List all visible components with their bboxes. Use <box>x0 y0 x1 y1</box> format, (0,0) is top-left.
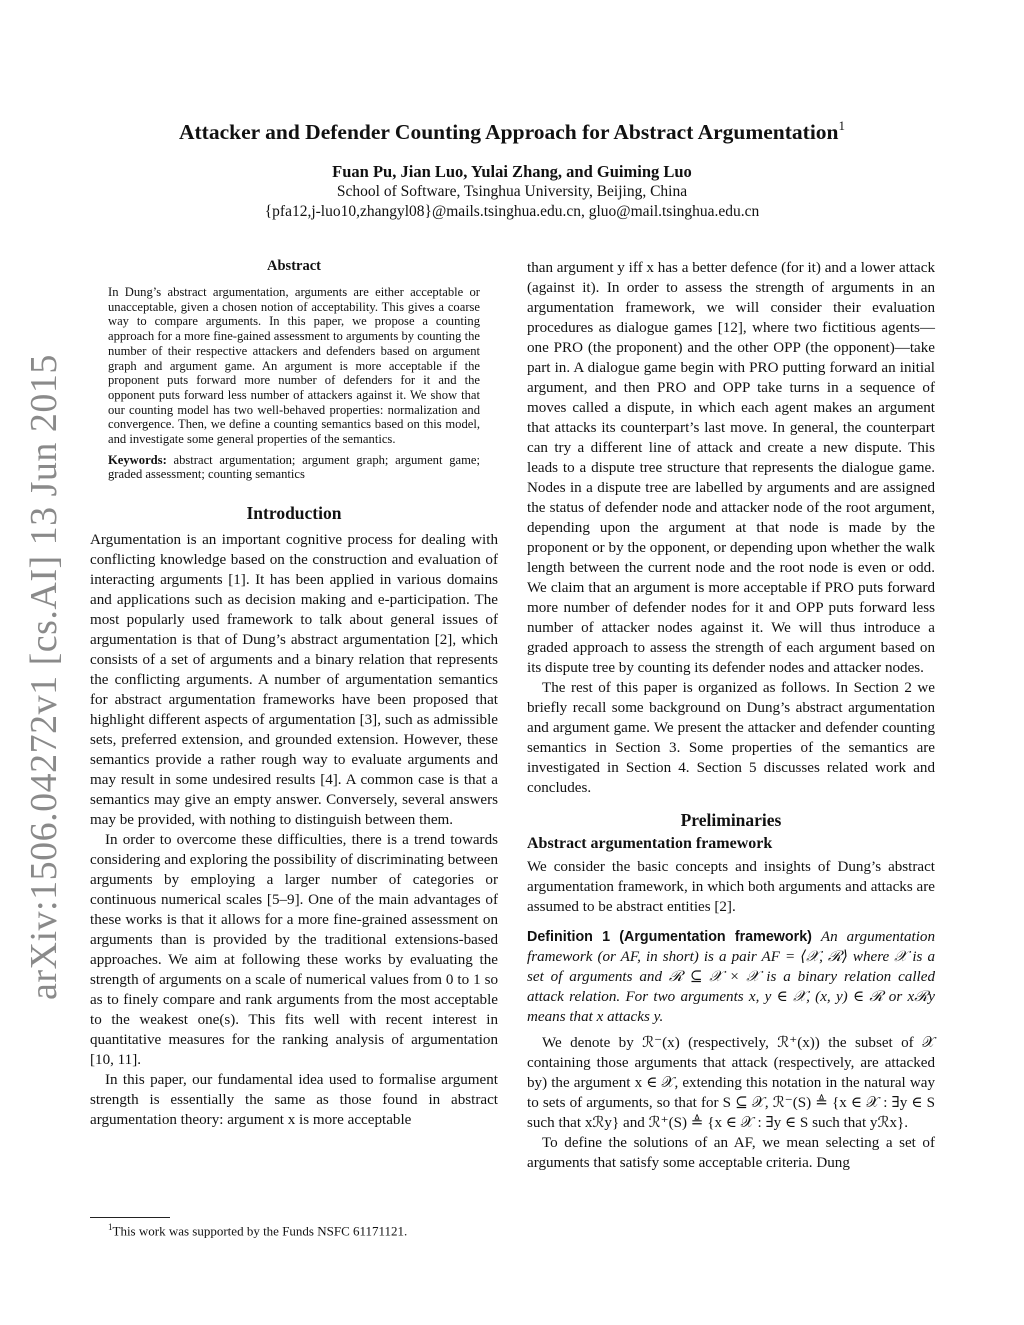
prelim-paragraph-3: To define the solutions of an AF, we mean selecting a set of arguments that satisfy some acceptable criteria. Dung <box>527 1135 935 1171</box>
introduction-heading: Introduction <box>246 503 342 524</box>
footnote <box>108 1222 407 1239</box>
arxiv-identifier: arXiv:1506.04272v1 [cs.AI] 13 Jun 2015 <box>23 354 65 1000</box>
abstract-text: In Dung’s abstract argumentation, arguments are either acceptable or unacceptable, given a chosen notion of acceptability. This gives a coarse way to compare arguments. In this paper, we propose a counting approach for a more fine-gained assessment to arguments by counting the number of their respective attackers and defenders based on argument graph and argument game. An argument is more acceptable if the proponent puts forward more number of defenders for it and the opponent puts forward less number of attackers against it. We show that our counting model has two well-behaved properties: normalization and convergence. Then, we define a counting semantics based on this model, and investigate some general properties of the semantics. <box>108 285 480 447</box>
footnote-rule <box>90 1217 170 1218</box>
authors: Fuan Pu, Jian Luo, Yulai Zhang, and Guiming Luo <box>332 162 692 181</box>
right-column <box>527 258 935 1173</box>
footnote-mark: 1 <box>108 1222 113 1232</box>
footnote-text: This work was supported by the Funds NSFC 61171121. <box>112 1223 408 1239</box>
abstract-heading: Abstract <box>267 258 321 274</box>
keywords-text: abstract argumentation; argument graph; argument game; graded assessment; counting semantics <box>108 452 480 482</box>
emails: {pfa12,j-luo10,zhangyl08}@mails.tsinghua.edu.cn, gluo@mail.tsinghua.edu.cn <box>264 203 760 220</box>
subsection-heading: Abstract argumentation framework <box>527 835 773 852</box>
intro-paragraph-2: In order to overcome these difficulties, there is a trend towards considering and exploring the possibility of discriminating between arguments by employing a larger number of categories or continuous numerical scales [5–9]. One of the main advantages of these works is that it allows for a more fine-grained assessment on arguments than is provided by the traditional extensions-based approaches. We aim at following these works by evaluating the strength of arguments on a scale of numerical values from 0 to 1 so as to finely compare and rank arguments from the most acceptable to the weakest one(s). This fits well with recent interest in quantitative measures for the ranking analysis of argumentation [10, 11]. <box>90 832 498 1069</box>
title-text: Attacker and Defender Counting Approach for Abstract Argumentation <box>178 120 839 144</box>
keywords <box>108 453 480 482</box>
intro-continuation-1: than argument y iff x has a better defence (for it) and a lower attack (against it). In order to assess the strength of arguments in an argumentation framework, we will consider their evaluation procedures as dialogue games [12], where two fictitious agents—one PRO (the proponent) and the other OPP (the opponent)—take part in. A dialogue game begin with PRO putting forward an initial argument, and then PRO and OPP take turns in a sequence of moves called a dispute, in which each agent makes an argument that attacks its counterpart’s last move. In general, the counterpart can try a different line of attack and create a new dispute. This leads to a dispute tree structure that represents the dialogue game. Nodes in a dispute tree are labelled by arguments and are assigned the status of defender node and attacker node of the root argument, depending upon the argument at that node is made by the proponent or by the opponent, or depending upon whether the walk length between the current node and the root node is even or odd. We claim that an argument is more acceptable if PRO puts forward more number of defender nodes for it and OPP puts forward less number of attacker nodes against it. We will thus introduce a graded approach to assess the strength of each argument based on its dispute tree by counting its defender nodes and attacker nodes. <box>527 260 935 676</box>
affiliation: School of Software, Tsinghua University, Beijing, China <box>336 183 688 200</box>
preliminaries-heading: Preliminaries <box>680 810 782 830</box>
intro-continuation-2: The rest of this paper is organized as follows. In Section 2 we briefly recall some background on Dung’s abstract argumentation and argument game. We present the attacker and defender counting semantics in Section 3. Some properties of the semantics are investigated in Section 4. Section 5 discusses related work and concludes. <box>527 680 935 796</box>
definition-label: Definition 1 (Argumentation framework) <box>527 929 812 945</box>
intro-paragraph-3: In this paper, our fundamental idea used to formalise argument strength is essentially the same as those found in abstract argumentation theory: argument x is more acceptable <box>90 1072 498 1129</box>
prelim-paragraph-2: We denote by ℛ⁻(x) (respectively, ℛ⁺(x)) the subset of 𝒳 containing those arguments that attack (respectively, are attacked by) the argument x ∈ 𝒳, extending this notation in the natural way to sets of arguments, so that for S ⊆ 𝒳, ℛ⁻(S) ≜ {x ∈ 𝒳 : ∃y ∈ S such that xℛy} and ℛ⁺(S) ≜ {x ∈ 𝒳 : ∃y ∈ S such that yℛx}. <box>527 1035 935 1131</box>
prelim-paragraph-1: We consider the basic concepts and insights of Dung’s abstract argumentation framework, in which both arguments and attacks are assumed to be abstract entities [2]. <box>527 859 935 915</box>
keywords-label: Keywords: <box>108 452 167 467</box>
definition-1 <box>527 927 935 1027</box>
left-column <box>90 258 498 1130</box>
intro-paragraph-1: Argumentation is an important cognitive process for dealing with conflicting knowledge based on the construction and evaluation of interacting arguments [1]. It has been applied in various domains and applications such as decision making and e-participation. The most popularly used framework to talk about general issues of argumentation is that of Dung’s abstract argumentation [2], which consists of a set of arguments and a binary relation that represents the conflicting arguments. A number of argumentation semantics for abstract argumentation frameworks have been proposed that highlight different aspects of argumentation [3], such as admissible sets, preferred extension, and grounded extension. However, these semantics provide a rather rough way to evaluate arguments and may result in some undesired results [4]. A common case is that a semantics may give an empty answer. Conversely, several answers may be provided, with nothing to distinguish between them. <box>90 532 498 829</box>
paper-title <box>100 118 924 145</box>
title-footnote-mark: 1 <box>838 118 846 133</box>
definition-text: An argumentation framework (or AF, in short) is a pair AF = ⟨𝒳, ℛ⟩ where 𝒳 is a set of arguments and ℛ ⊆ 𝒳 × 𝒳 is a binary relation called attack relation. For two arguments x, y ∈ 𝒳, (x, y) ∈ ℛ or xℛy means that x attacks y. <box>527 929 935 1025</box>
